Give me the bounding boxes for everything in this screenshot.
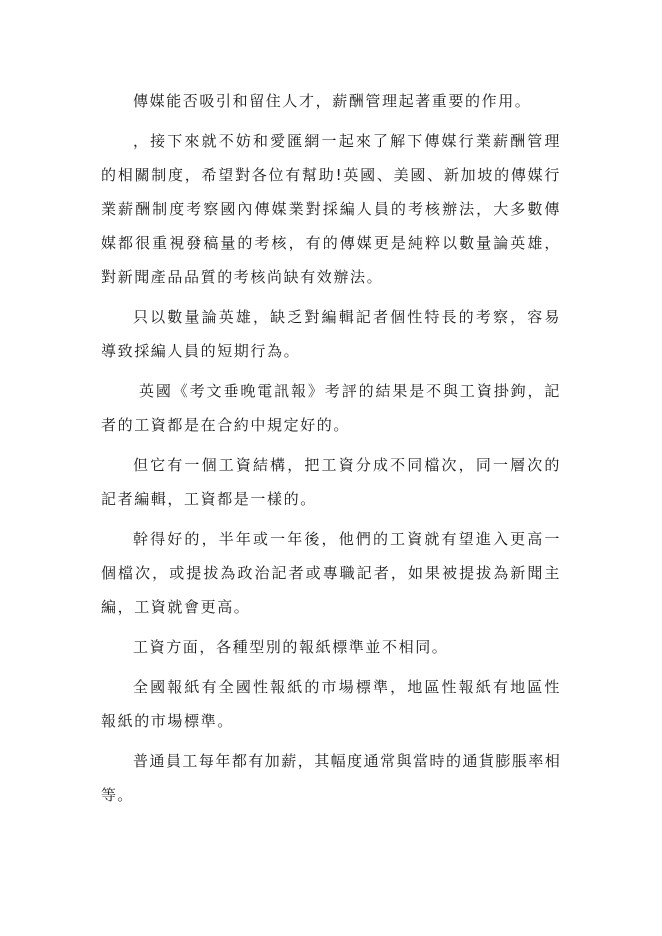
paragraph-1: 傳媒能否吸引和留住人才，薪酬管理起著重要的作用。 [133,92,532,110]
paragraph-7: 工資方面，各種型別的報紙標準並不相同。 [133,638,449,656]
paragraph-2: ，接下來就不妨和愛匯網一起來了解下傳媒行業薪酬管理的相關制度，希望對各位有幫助!英國、美國、新加坡的傳媒行業薪酬制度考察國內傳媒業對採編人員的考核辦法，大多數傳媒都很重視發稿量的考核，有的傳媒更是純粹以數量論英雄，對新聞產品品質的考核尚缺有效辦法。 [101,132,561,286]
paragraph-4: 英國《考文垂晚電訊報》考評的結果是不與工資掛鉤，記者的工資都是在合約中規定好的。 [101,382,561,434]
document-body [101,84,561,812]
paragraph-8: 全國報紙有全國性報紙的市場標準，地區性報紙有地區性報紙的市場標準。 [101,678,561,730]
paragraph-6: 幹得好的，半年或一年後，他們的工資就有望進入更高一個檔次，或提拔為政治記者或專職記者，如果被提拔為新聞主編，工資就會更高。 [101,530,561,616]
paragraph-9: 普通員工每年都有加薪，其幅度通常與當時的通貨膨脹率相等。 [101,752,561,804]
paragraph-3: 只以數量論英雄，缺乏對編輯記者個性特長的考察，容易導致採編人員的短期行為。 [101,308,561,360]
paragraph-5: 但它有一個工資結構，把工資分成不同檔次，同一層次的記者編輯，工資都是一樣的。 [101,456,561,508]
